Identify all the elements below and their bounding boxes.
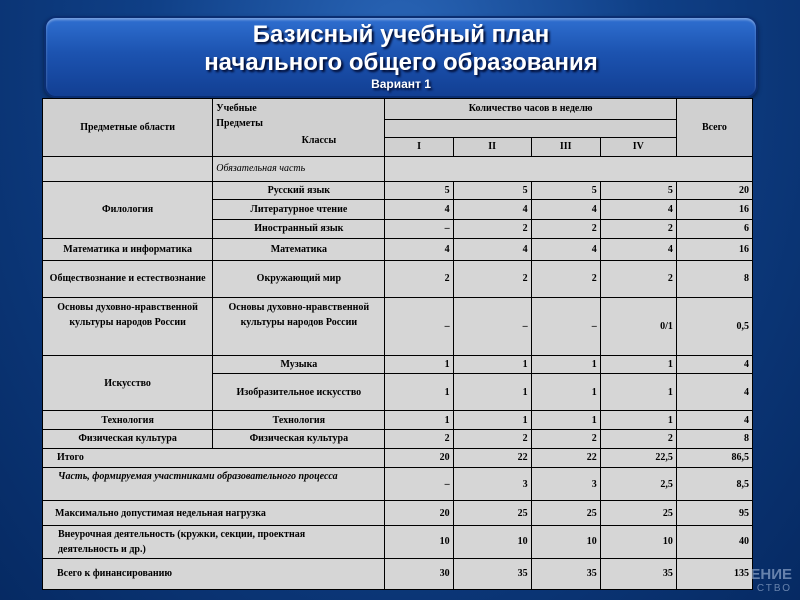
cell-value: 5 <box>531 181 600 200</box>
cell-value: 4 <box>600 239 676 261</box>
watermark-line1: ЕНИЕ <box>750 566 792 583</box>
row-optional-label <box>43 468 385 501</box>
cell-value: 2 <box>531 430 600 449</box>
cell-value: – <box>385 219 453 239</box>
cell-total: 95 <box>676 501 752 526</box>
subject-pe: Физическая культура <box>213 430 385 449</box>
cell-total: 8 <box>676 260 752 297</box>
header-total: Всего <box>676 99 752 157</box>
page-title: Базисный учебный план <box>252 21 550 48</box>
subject-russian: Русский язык <box>213 181 385 200</box>
table-row <box>43 411 753 430</box>
cell-total: 8 <box>676 430 752 449</box>
table-row <box>43 558 753 589</box>
cell-value: 10 <box>385 525 453 558</box>
cell-value: 35 <box>531 558 600 589</box>
cell-value: 3 <box>453 468 531 501</box>
table-row <box>43 298 753 356</box>
curriculum-table <box>42 98 753 590</box>
title-banner <box>44 16 758 98</box>
grade-3: III <box>531 138 600 157</box>
cell-value: 25 <box>453 501 531 526</box>
cell-total: 16 <box>676 200 752 220</box>
variant-label: Вариант 1 <box>371 77 431 91</box>
cell-value: 3 <box>531 468 600 501</box>
row-total-label: Итого <box>43 448 385 468</box>
page-subtitle: начального общего образования <box>204 49 598 76</box>
area-philology: Филология <box>43 181 213 239</box>
area-social: Обществознание и естествознание <box>43 260 213 297</box>
row-funding-label: Всего к финансированию <box>43 558 385 589</box>
cell-value: – <box>453 298 531 356</box>
table-row <box>43 501 753 526</box>
cell-value: 1 <box>600 355 676 374</box>
cell-value: 1 <box>453 355 531 374</box>
cell-total: 4 <box>676 374 752 411</box>
cell-value: 2 <box>600 219 676 239</box>
cell-total: 20 <box>676 181 752 200</box>
cell-value: 20 <box>385 501 453 526</box>
cell-total: 4 <box>676 355 752 374</box>
cell-value: 1 <box>453 374 531 411</box>
cell-value: 4 <box>385 239 453 261</box>
cell-value: 1 <box>600 411 676 430</box>
curriculum-sheet <box>42 98 753 590</box>
cell-value: 1 <box>600 374 676 411</box>
cell-value: 4 <box>531 239 600 261</box>
subject-tech: Технология <box>213 411 385 430</box>
cell-value: 35 <box>600 558 676 589</box>
row-extra-label <box>43 525 385 558</box>
table-row <box>43 468 753 501</box>
cell-value: 1 <box>385 355 453 374</box>
cell-value: 2 <box>453 219 531 239</box>
cell-value: 1 <box>531 374 600 411</box>
header-hours: Количество часов в неделю <box>385 99 676 120</box>
cell-value: 2 <box>600 430 676 449</box>
cell-total: 6 <box>676 219 752 239</box>
cell-total: 135 <box>676 558 752 589</box>
subject-world: Окружающий мир <box>213 260 385 297</box>
cell-value: 1 <box>385 411 453 430</box>
cell-value: 2 <box>385 260 453 297</box>
empty-cell <box>385 156 753 181</box>
cell-value: – <box>385 298 453 356</box>
cell-value: 2 <box>385 430 453 449</box>
cell-value: 22 <box>531 448 600 468</box>
cell-value: 2 <box>531 219 600 239</box>
cell-value: 5 <box>600 181 676 200</box>
subject-literature: Литературное чтение <box>213 200 385 220</box>
cell-value: 5 <box>453 181 531 200</box>
subject-math: Математика <box>213 239 385 261</box>
cell-value: 1 <box>531 355 600 374</box>
header-classes-label: Классы <box>301 135 337 146</box>
grade-1: I <box>385 138 453 157</box>
cell-value: 4 <box>600 200 676 220</box>
table-row <box>43 239 753 261</box>
cell-value: 10 <box>531 525 600 558</box>
table-row <box>43 448 753 468</box>
watermark-line2: СТВО <box>756 583 792 594</box>
row-max-load-label: Максимально допустимая недельная нагрузка <box>43 501 385 526</box>
watermark <box>750 568 792 596</box>
table-row <box>43 525 753 558</box>
cell-value: 4 <box>531 200 600 220</box>
table-header-row <box>43 99 753 120</box>
cell-total: 40 <box>676 525 752 558</box>
table-row <box>43 260 753 297</box>
header-areas: Предметные области <box>43 99 213 157</box>
table-row <box>43 156 753 181</box>
area-math: Математика и информатика <box>43 239 213 261</box>
cell-value: 20 <box>385 448 453 468</box>
section-mandatory: Обязательная часть <box>213 156 385 181</box>
cell-total: 0,5 <box>676 298 752 356</box>
empty-cell <box>43 156 213 181</box>
optional-text: Часть, формируемая участниками образовательного процесса <box>58 471 338 483</box>
cell-value: 22 <box>453 448 531 468</box>
table-row <box>43 355 753 374</box>
area-pe: Физическая культура <box>43 430 213 449</box>
cell-value: 25 <box>531 501 600 526</box>
cell-value: 4 <box>453 200 531 220</box>
cell-value: 4 <box>453 239 531 261</box>
header-subjects <box>213 99 385 157</box>
cell-value: 2 <box>531 260 600 297</box>
subject-spiritual: Основы духовно-нравственной культуры народов России <box>213 298 385 356</box>
cell-value: 10 <box>453 525 531 558</box>
area-art: Искусство <box>43 355 213 411</box>
cell-value: – <box>385 468 453 501</box>
cell-value: 1 <box>385 374 453 411</box>
cell-value: 2 <box>453 260 531 297</box>
cell-value: 4 <box>385 200 453 220</box>
grade-4: IV <box>600 138 676 157</box>
table-row <box>43 430 753 449</box>
cell-total: 4 <box>676 411 752 430</box>
cell-value: 2,5 <box>600 468 676 501</box>
cell-value: 2 <box>600 260 676 297</box>
cell-value: 5 <box>385 181 453 200</box>
cell-value: 2 <box>453 430 531 449</box>
cell-total: 16 <box>676 239 752 261</box>
cell-value: – <box>531 298 600 356</box>
cell-value: 10 <box>600 525 676 558</box>
cell-total: 8,5 <box>676 468 752 501</box>
grade-2: II <box>453 138 531 157</box>
table-row <box>43 181 753 200</box>
extra-text: Внеурочная деятельность (кружки, секции, проектная деятельность и др.) <box>58 528 306 555</box>
subject-visual: Изобразительное искусство <box>213 374 385 411</box>
subject-music: Музыка <box>213 355 385 374</box>
cell-value: 25 <box>600 501 676 526</box>
subject-foreign: Иностранный язык <box>213 219 385 239</box>
cell-value: 22,5 <box>600 448 676 468</box>
cell-value: 35 <box>453 558 531 589</box>
header-subjects-label: Учебные Предметы <box>216 103 263 129</box>
cell-total: 86,5 <box>676 448 752 468</box>
area-tech: Технология <box>43 411 213 430</box>
cell-value: 0/1 <box>600 298 676 356</box>
cell-value: 1 <box>531 411 600 430</box>
header-hours-spacer <box>385 119 676 138</box>
cell-value: 1 <box>453 411 531 430</box>
area-spiritual: Основы духовно-нравственной культуры народов России <box>43 298 213 356</box>
cell-value: 30 <box>385 558 453 589</box>
